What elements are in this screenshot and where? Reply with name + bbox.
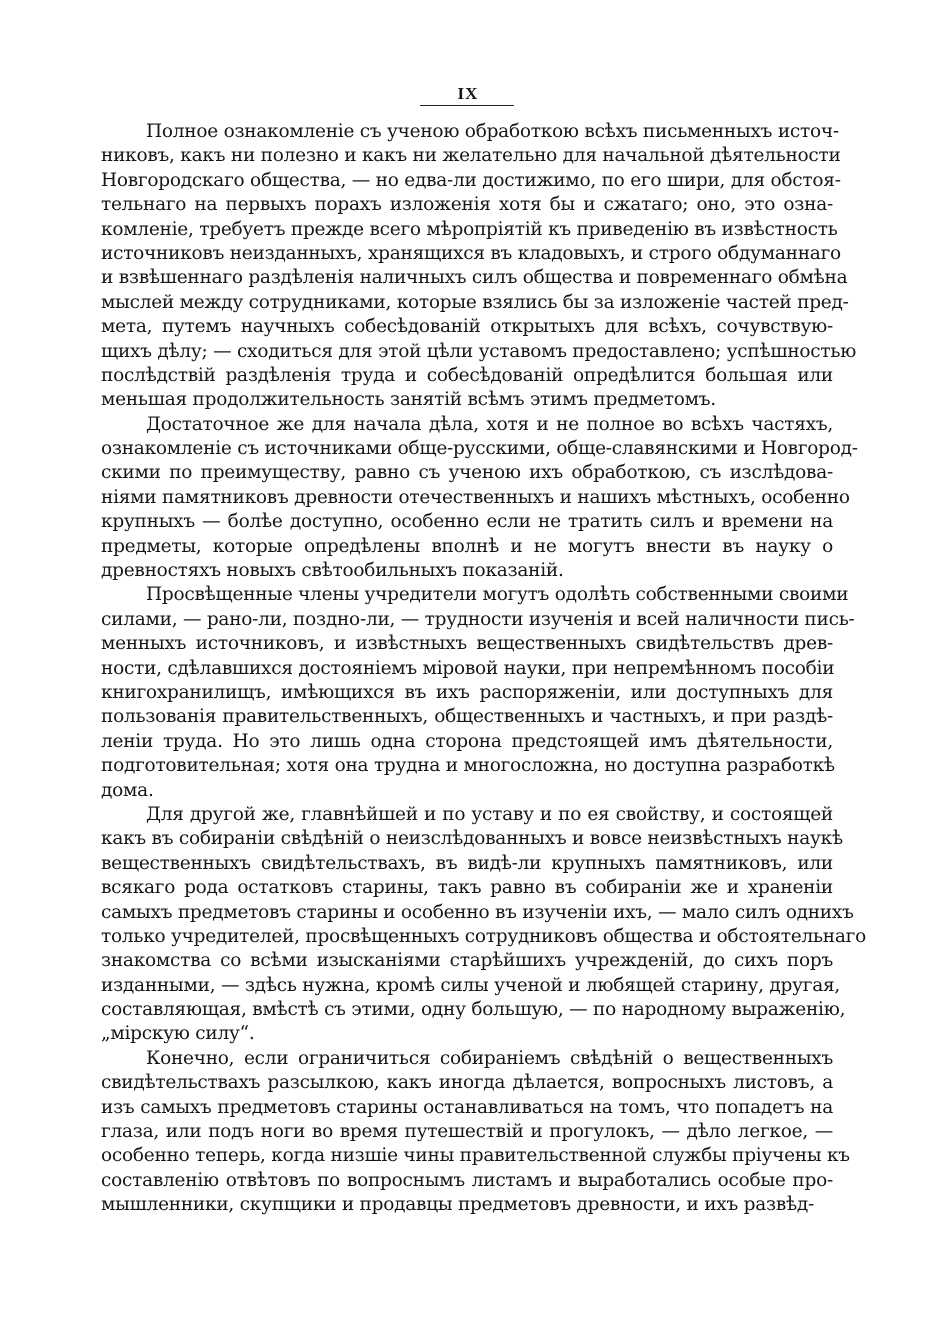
- text-line: пользованія правительственныхъ, общественныхъ и частныхъ, и при раздѣ-: [101, 706, 833, 728]
- text-line: меньшая продолжительность занятій всѣмъ этимъ предметомъ.: [101, 389, 716, 411]
- paragraph: [101, 120, 857, 413]
- body-text: [101, 120, 866, 1218]
- text-line: изъ самыхъ предметовъ старины останавливаться на томъ, что попадетъ на: [101, 1096, 833, 1118]
- text-line: глаза, или подъ ноги во время путешествій и прогулокъ, — дѣло легкое, —: [101, 1121, 833, 1143]
- text-line: „мірскую силу“.: [101, 1023, 255, 1045]
- text-line: книгохранилищъ, имѣющихся въ ихъ распоряженіи, или доступныхъ для: [101, 681, 833, 703]
- text-line: менныхъ источниковъ, и извѣстныхъ вещественныхъ свидѣтельствъ древ-: [101, 633, 833, 655]
- page-number: IX: [457, 84, 479, 103]
- text-line: подготовительная; хотя она трудна и многосложна, но доступна разработкѣ: [101, 755, 835, 777]
- text-line: Для другой же, главнѣйшей и по уставу и по ея свойству, и состоящей: [146, 803, 833, 825]
- text-line: древностяхъ новыхъ свѣтообильныхъ показаній.: [101, 560, 564, 582]
- paragraph: [101, 803, 866, 1047]
- text-line: какъ въ собираніи свѣдѣній о неизслѣдованныхъ и вовсе неизвѣстныхъ наукѣ: [101, 828, 843, 850]
- text-line: леніи труда. Но это лишь одна сторона предстоящей имъ дѣятельности,: [101, 730, 833, 752]
- text-line: Просвѣщенные члены учредители могутъ одолѣть собственными своими: [146, 584, 849, 606]
- text-line: изданными, — здѣсь нужна, кромѣ силы ученой и любящей старину, другая,: [101, 974, 841, 996]
- paragraph: [101, 413, 858, 584]
- text-line: мыслей между сотрудниками, которые взялись бы за изложеніе частей пред-: [101, 291, 849, 313]
- text-line: свидѣтельствахъ разсылкою, какъ иногда дѣлается, вопросныхъ листовъ, а: [101, 1072, 833, 1094]
- header-rule: [420, 105, 514, 106]
- text-line: самыхъ предметовъ старины и особенно въ изученіи ихъ, — мало силъ однихъ: [101, 901, 854, 923]
- text-line: тельнаго на первыхъ порахъ изложенія хотя бы и сжатаго; оно, это озна-: [101, 194, 833, 216]
- text-line: особенно теперь, когда низшіе чины правительственной службы пріучены къ: [101, 1145, 850, 1167]
- text-line: Новгородскаго общества, — но едва-ли достижимо, по его шири, для обстоя-: [101, 169, 841, 191]
- text-line: скими по преимуществу, равно съ ученою ихъ обработкою, съ изслѣдова-: [101, 462, 833, 484]
- text-line: Конечно, если ограничиться собираніемъ свѣдѣній о вещественныхъ: [146, 1047, 833, 1069]
- text-line: Достаточное же для начала дѣла, хотя и не полное во всѣхъ частяхъ,: [146, 413, 833, 435]
- text-line: и взвѣшеннаго раздѣленія наличныхъ силъ общества и повременнаго обмѣна: [101, 267, 848, 289]
- text-line: Полное ознакомленіе съ ученою обработкою всѣхъ письменныхъ источ-: [146, 121, 839, 142]
- paragraph: [101, 583, 855, 803]
- text-line: составляющая, вмѣстѣ съ этими, одну большую, — по народному выраженію,: [101, 999, 846, 1021]
- text-line: комленіе, требуетъ прежде всего мѣропріятій къ приведенію въ извѣстность: [101, 218, 838, 240]
- text-line: мета, путемъ научныхъ собесѣдованій открытыхъ для всѣхъ, сочувствую-: [101, 316, 833, 338]
- text-line: предметы, которые опредѣлены вполнѣ и не могутъ внести въ науку о: [101, 535, 833, 557]
- text-line: знакомства со всѣми изысканіями старѣйшихъ учрежденій, до сихъ поръ: [101, 950, 833, 972]
- text-line: ности, сдѣлавшихся достояніемъ міровой науки, при непремѣнномъ пособіи: [101, 657, 835, 679]
- text-line: вещественныхъ свидѣтельствахъ, въ видѣ-ли крупныхъ памятниковъ, или: [101, 852, 833, 874]
- text-line: послѣдствій раздѣленія труда и собесѣдованій опредѣлится большая или: [101, 364, 833, 386]
- text-line: ознакомленіе съ источниками обще-русскими, обще-славянскими и Новгород-: [101, 438, 858, 460]
- text-line: ніями памятниковъ древности отечественныхъ и нашихъ мѣстныхъ, особенно: [101, 486, 850, 508]
- text-line: дома.: [101, 779, 154, 801]
- text-line: силами, — рано-ли, поздно-ли, — трудности изученія и всей наличности пись-: [101, 608, 855, 630]
- text-line: всякаго рода остатковъ старины, такъ равно въ собираніи же и храненіи: [101, 877, 833, 899]
- text-line: никовъ, какъ ни полезно и какъ ни желательно для начальной дѣятельности: [101, 145, 841, 167]
- paragraph: [101, 1047, 850, 1218]
- text-line: только учредителей, просвѣщенныхъ сотрудниковъ общества и обстоятельнаго: [101, 925, 866, 947]
- text-line: источниковъ неизданныхъ, хранящихся въ кладовыхъ, и строго обдуманнаго: [101, 242, 841, 264]
- text-line: мышленники, скупщики и продавцы предметовъ древности, и ихъ развѣд-: [101, 1194, 815, 1216]
- text-line: крупныхъ — болѣе доступно, особенно если не тратить силъ и времени на: [101, 511, 833, 533]
- text-line: составленію отвѣтовъ по вопроснымъ листамъ и выработались особые про-: [101, 1169, 833, 1191]
- text-line: щихъ дѣлу; — сходиться для этой цѣли уставомъ предоставлено; успѣшностью: [101, 340, 857, 362]
